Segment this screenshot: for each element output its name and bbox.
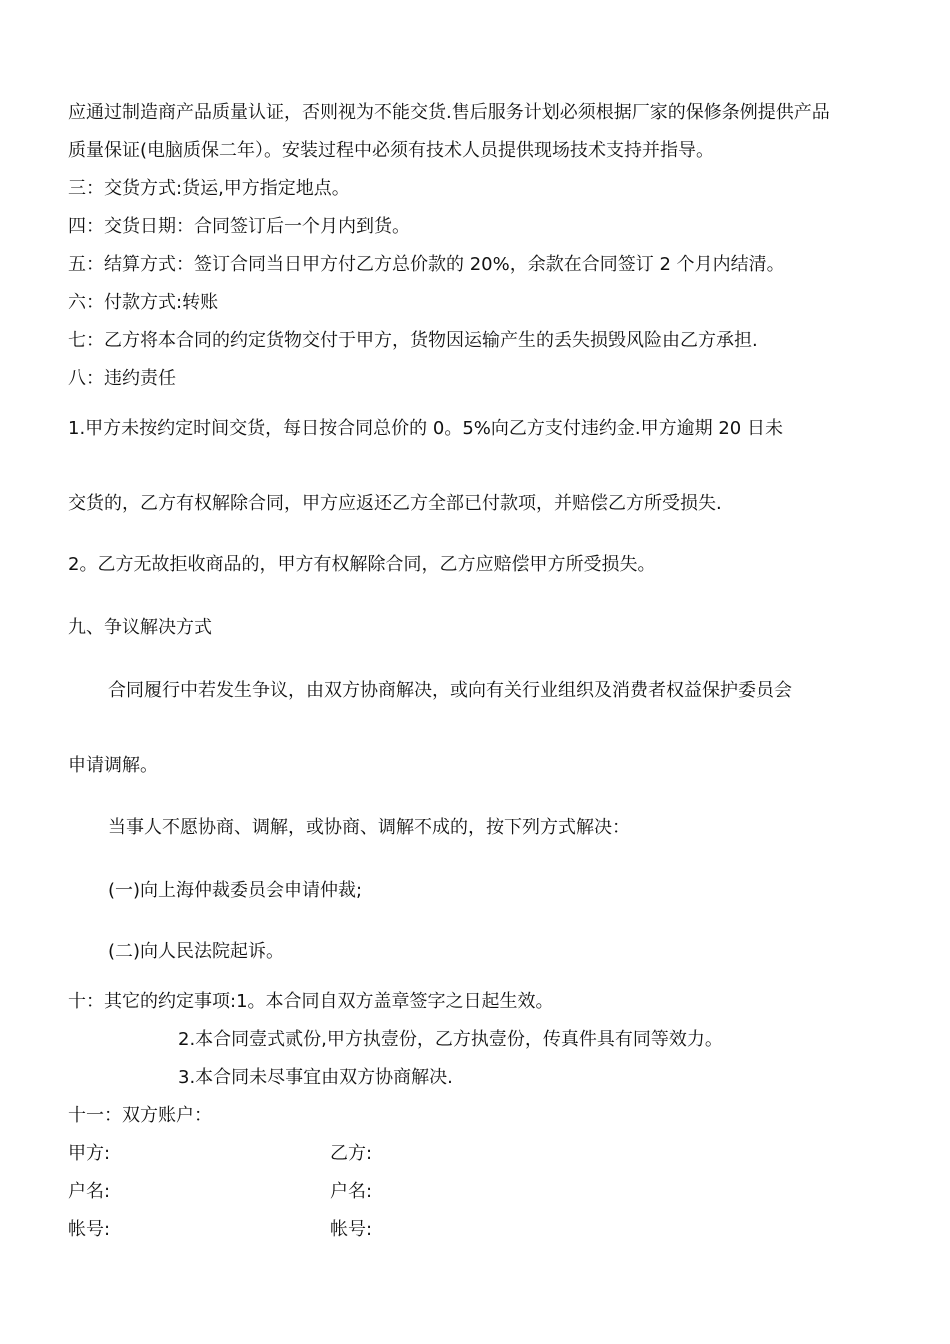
- party-a-account-number: 帐号:: [68, 1219, 111, 1240]
- clause-six: 六：付款方式:转账: [68, 292, 219, 313]
- breach-item-2: 2。乙方无故拒收商品的，甲方有权解除合同，乙方应赔偿甲方所受损失。: [68, 554, 656, 575]
- party-a-account-name: 户名:: [68, 1181, 111, 1202]
- paragraph-line: 应通过制造商产品质量认证，否则视为不能交货.售后服务计划必须根据厂家的保修条例提供产品: [68, 102, 830, 123]
- party-b-account-number: 帐号:: [330, 1219, 373, 1240]
- dispute-paragraph-cont: 申请调解。: [68, 755, 158, 776]
- dispute-option-2: (二)向人民法院起诉。: [108, 941, 285, 962]
- breach-item-1: 1.甲方未按约定时间交货，每日按合同总价的 0。5%向乙方支付违约金.甲方逾期 20 日未: [68, 418, 783, 439]
- party-a-label: 甲方:: [68, 1143, 111, 1164]
- breach-item-1-cont: 交货的，乙方有权解除合同，甲方应返还乙方全部已付款项，并赔偿乙方所受损失.: [68, 493, 722, 514]
- clause-nine-heading: 九、争议解决方式: [68, 617, 212, 638]
- clause-three: 三：交货方式:货运,甲方指定地点。: [68, 178, 350, 199]
- clause-eight-heading: 八：违约责任: [68, 368, 176, 389]
- clause-ten-item-2: 2.本合同壹式贰份,甲方执壹份，乙方执壹份，传真件具有同等效力。: [178, 1029, 723, 1050]
- party-b-account-name: 户名:: [330, 1181, 373, 1202]
- dispute-option-1: (一)向上海仲裁委员会申请仲裁;: [108, 880, 363, 901]
- clause-seven: 七：乙方将本合同的约定货物交付于甲方，货物因运输产生的丢失损毁风险由乙方承担.: [68, 330, 758, 351]
- clause-eleven-heading: 十一：双方账户：: [68, 1105, 212, 1126]
- clause-five: 五：结算方式：签订合同当日甲方付乙方总价款的 20%，余款在合同签订 2 个月内结清。: [68, 254, 785, 275]
- party-b-label: 乙方:: [330, 1143, 373, 1164]
- clause-ten-item-3: 3.本合同未尽事宜由双方协商解决.: [178, 1067, 453, 1088]
- clause-four: 四：交货日期：合同签订后一个月内到货。: [68, 216, 410, 237]
- dispute-options-intro: 当事人不愿协商、调解，或协商、调解不成的，按下列方式解决：: [108, 817, 630, 838]
- paragraph-line: 质量保证(电脑质保二年）。安装过程中必须有技术人员提供现场技术支持并指导。: [68, 140, 715, 161]
- dispute-paragraph: 合同履行中若发生争议，由双方协商解决，或向有关行业组织及消费者权益保护委员会: [108, 680, 792, 701]
- clause-ten: 十：其它的约定事项:1。本合同自双方盖章签字之日起生效。: [68, 991, 554, 1012]
